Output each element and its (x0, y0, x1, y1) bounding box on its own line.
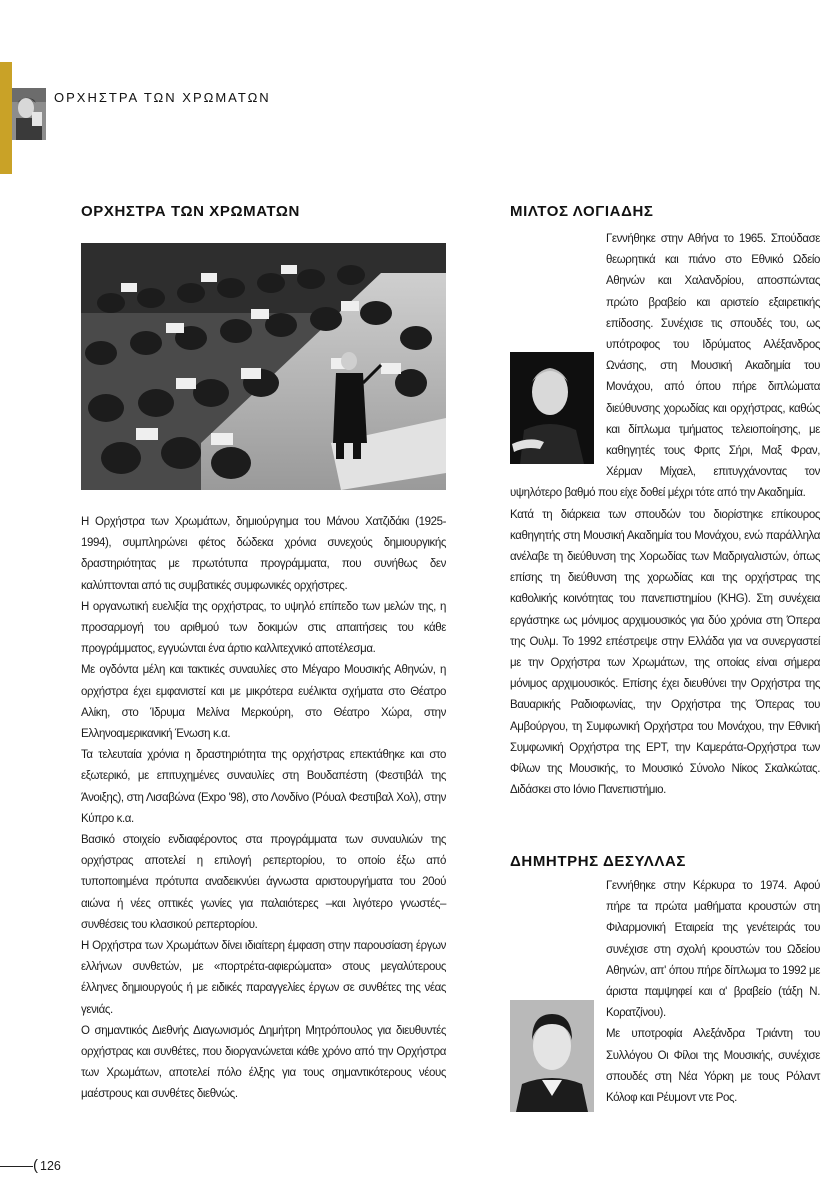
desyllas-portrait (510, 1000, 594, 1112)
profile-body-desyllas (510, 876, 820, 1118)
orchestra-paragraph: Με ογδόντα μέλη και τακτικές συναυλίες στο Μέγαρο Μουσικής Αθηνών, η ορχήστρα έχει εμφανιστεί και με μικρότερα ευέλικτα σχήματα στο Θέατρο Αλίκη, στο Ίδρυμα Μελίνα Μερκούρη, στο Θέατρο Χώρα, στην Ελληνοαμερικανική Ένωση κ.α. (81, 664, 446, 741)
folio-rule (0, 1166, 33, 1167)
running-header-title: ΟΡΧΗΣΤΡΑ ΤΩΝ ΧΡΩΜΑΤΩΝ (54, 90, 271, 105)
orchestra-article-body (81, 512, 446, 1106)
orchestra-paragraph: Η Ορχήστρα των Χρωμάτων, δημιούργημα του Μάνου Χατζιδάκι (1925-1994), συμπληρώνει φέτος δώδεκα χρόνια συνεχούς δημιουργικής δραστηριότητας με πρωτότυπα προγράμματα, που συνήθως δεν καλύπτονται από τις συμβατικές συμφωνικές ορχήστρες. (81, 516, 446, 592)
page-number: 126 (40, 1159, 61, 1173)
header-portrait-thumbnail (12, 88, 46, 140)
orchestra-paragraph: Ο σημαντικός Διεθνής Διαγωνισμός Δημήτρη Μητρόπουλος για διευθυντές ορχήστρας και συνθέτες, που διοργανώνεται κάθε χρόνο από την Ορχήστρα των Χρωμάτων, αποτελεί πόλο έλξης για τους σημαντικότερους νέους μαέστρους και συνθέτες διεθνώς. (81, 1024, 446, 1101)
orchestra-paragraph: Τα τελευταία χρόνια η δραστηριότητα της ορχήστρας επεκτάθηκε και στο εξωτερικό, με επιτυχημένες συναυλίες στη Βουδαπέστη (Φεστιβάλ της Άνοιξης), στη Λισαβώνα (Expo '98), στο Λονδίνο (Ρόυαλ Φεστιβαλ Χολ), στην Κύπρο κ.α. (81, 749, 446, 825)
orchestra-paragraph: Η οργανωτική ευελιξία της ορχήστρας, το υψηλό επίπεδο των μελών της, η προσαρμογή του αριθμού των δοκιμών στις απαιτήσεις του κάθε προγράμματος, εγγυώνται ένα άρτιο καλλιτεχνικό αποτέλεσμα. (81, 600, 446, 656)
profile-paragraph: Με υποτροφία Αλεξάνδρα Τριάντη του Συλλόγου Οι Φίλοι της Μουσικής, συνέχισε σπουδές στη Νέα Υόρκη με τους Ρόλαντ Κόλοφ και Ρέυμοντ ντε Ρος. (606, 1028, 820, 1105)
orchestra-photo (81, 243, 446, 490)
orchestra-heading: ΟΡΧΗΣΤΡΑ ΤΩΝ ΧΡΩΜΑΤΩΝ (81, 203, 300, 220)
logiadis-portrait (510, 352, 594, 464)
accent-strip (0, 62, 12, 174)
profile-paragraph: Γεννήθηκε στην Αθήνα το 1965. Σπούδασε θεωρητικά και πιάνο στο Εθνικό Ωδείο Αθηνών και Χαλανδρίου, αποσπώντας πρώτο βραβείο και αριστείο εξαιρετικής επίδοσης. Συνέχισε τις σπουδές του, ως υπότροφος του Ιδρύματος Αλέξανδρος Ωνάσης, στη Μουσική Ακαδημία του Μονάχου, από όπου πήρε διπλώματα διεύθυνσης χορωδίας και ορχήστρας, καθώς και δίπλωμα τμήματος τελειοποίησης, με καθηγητές τους Φριτς Σήρι, Μαξ Φραν, Χέρμαν Μίχαελ, επιτυγχάνοντας τον υψηλότερο βαθμό που είχε δοθεί μέχρι τότε από την Ακαδημία. (510, 233, 820, 500)
profile-heading-desyllas: ΔΗΜΗΤΡΗΣ ΔΕΣΥΛΛΑΣ (510, 853, 687, 870)
orchestra-paragraph: Η Ορχήστρα των Χρωμάτων δίνει ιδιαίτερη έμφαση στην παρουσίαση έργων ελλήνων συνθετών, με «πορτρέτα-αφιερώματα» στους μεγαλύτερους έλληνες δημιουργούς ή με ειδικές παραγγελίες έργων σε συνθέτες της νέας γενιάς. (81, 940, 446, 1016)
profile-body-logiadis (510, 229, 820, 801)
folio-bracket: ( (33, 1157, 38, 1174)
profile-heading-logiadis: ΜΙΛΤΟΣ ΛΟΓΙΑΔΗΣ (510, 203, 654, 220)
orchestra-paragraph: Βασικό στοιχείο ενδιαφέροντος στα προγράμματα των συναυλιών της ορχήστρας αποτελεί η επιλογή ρεπερτορίου, το οποίο έξω από τυποποιημένα πρότυπα αναδεικνύει άγνωστα αριστουργήματα του 20ού αιώνα ή νέες οπτικές γωνίες για παλαιότερες –και λιγότερο γνωστές– συνθέσεις του κλασικού ρεπερτορίου. (81, 834, 446, 931)
profile-paragraph: Γεννήθηκε στην Κέρκυρα το 1974. Αφού πήρε τα πρώτα μαθήματα κρουστών στη Φιλαρμονική Εταιρεία της γενέτειράς του συνέχισε στη σχολή κρουστών του Ωδείου Αθηνών, απ' όπου πήρε δίπλωμα το 1992 με άριστα παμψηφεί και α' βραβείο (τάξη Ν. Κορατζίνου). (606, 880, 820, 1020)
profile-paragraph: Κατά τη διάρκεια των σπουδών του διορίστηκε επίκουρος καθηγητής στη Μουσική Ακαδημία του Μονάχου, ενώ παράλληλα ανέλαβε τη διεύθυνση της Χορωδίας των Μαδριγαλιστών, όπως επίσης τη διεύθυνση της χορωδίας και της ορχήστρας της καθολικής κοινότητας του πανεπιστημίου (KHG). Στη συνέχεια εργάστηκε ως μόνιμος αρχιμουσικός για δύο χρόνια στη Όπερα της Ουλμ. Το 1992 επέστρεψε στην Ελλάδα για να συνεργαστεί με την Ορχήστρα των Χρωμάτων, της οποίας είναι σήμερα μόνιμος αρχιμουσικός. Επίσης έχει διευθύνει την Ορχήστρα της Βαυαρικής Ραδιοφωνίας, την Ορχήστρα της Όπερας του Αμβούργου, τη Συμφωνική Ορχήστρα του Μονάχου, την Εθνική Συμφωνική Ορχήστρα της ΕΡΤ, την Καμεράτα-Ορχήστρα των Φίλων της Μουσικής, το Μουσικό Σύνολο Νίκος Σκαλκώτας. Διδάσκει στο Ιόνιο Πανεπιστήμιο. (510, 508, 820, 797)
